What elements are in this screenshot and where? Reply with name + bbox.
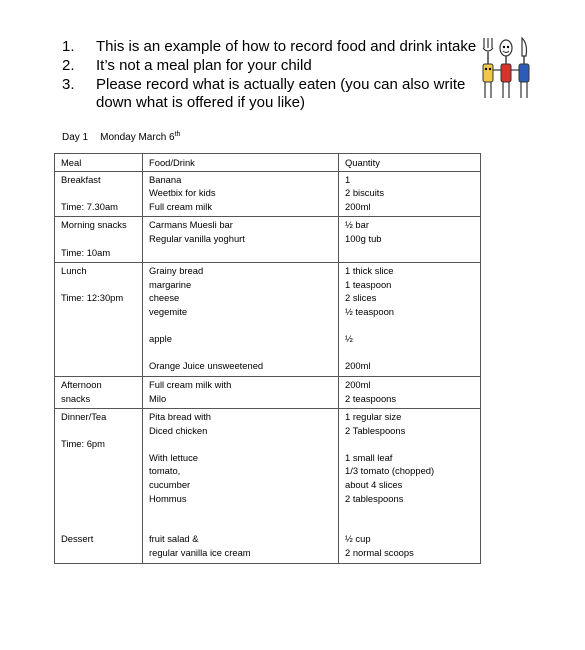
cell-line: Time: 12:30pm bbox=[61, 292, 124, 304]
cell-line: Grainy bread bbox=[149, 265, 204, 277]
cell-line: Breakfast bbox=[61, 173, 101, 185]
cell-spacer bbox=[149, 505, 332, 519]
cell-line: 1 regular size bbox=[345, 411, 402, 423]
cell-spacer bbox=[149, 346, 332, 360]
column-header-meal: Meal bbox=[55, 154, 143, 172]
cell-line: Hommus bbox=[149, 492, 187, 504]
instruction-text: It’s not a meal plan for your child bbox=[96, 57, 312, 74]
instruction-number: 2. bbox=[62, 57, 75, 74]
meal-cell bbox=[55, 217, 143, 263]
food-cell bbox=[143, 376, 339, 408]
cell-spacer bbox=[61, 424, 136, 438]
cell-spacer bbox=[345, 319, 474, 333]
instructions-list bbox=[62, 38, 482, 113]
cell-line: 2 normal scoops bbox=[345, 547, 414, 559]
cell-line: 1 thick slice bbox=[345, 265, 394, 277]
meal-cell bbox=[55, 171, 143, 217]
cell-line: Full cream milk bbox=[149, 200, 213, 212]
cell-line: 2 slices bbox=[345, 292, 377, 304]
cell-line: 2 Tablespoons bbox=[345, 424, 406, 436]
cell-line: Lunch bbox=[61, 265, 87, 277]
food-cell bbox=[143, 217, 339, 263]
table-row bbox=[55, 409, 481, 564]
table-row bbox=[55, 376, 481, 408]
quantity-cell bbox=[339, 263, 481, 377]
day-date-suffix: th bbox=[174, 131, 181, 138]
cell-line: 1 small leaf bbox=[345, 451, 393, 463]
cell-line: 200ml bbox=[345, 200, 371, 212]
cell-spacer bbox=[61, 492, 136, 506]
cell-spacer bbox=[61, 519, 136, 533]
cell-spacer bbox=[61, 278, 136, 292]
cell-line: 200ml bbox=[345, 378, 371, 390]
instruction-item bbox=[62, 76, 482, 112]
food-intake-table bbox=[54, 153, 481, 564]
table-row bbox=[55, 171, 481, 217]
cell-line: ½ cup bbox=[345, 533, 371, 545]
instruction-number: 1. bbox=[62, 38, 75, 55]
food-cell bbox=[143, 263, 339, 377]
quantity-cell bbox=[339, 217, 481, 263]
cell-line: Carmans Muesli bar bbox=[149, 219, 233, 231]
cell-line: margarine bbox=[149, 278, 192, 290]
cell-line: 2 teaspoons bbox=[345, 392, 397, 404]
spoon-icon bbox=[500, 40, 512, 98]
cell-line: Pita bread with bbox=[149, 411, 212, 423]
cell-line: vegemite bbox=[149, 305, 188, 317]
cell-line: 2 biscuits bbox=[345, 187, 385, 199]
quantity-cell bbox=[339, 171, 481, 217]
cell-line: ½ bar bbox=[345, 219, 369, 231]
fork-icon bbox=[483, 38, 493, 98]
cell-line: ½ bbox=[345, 333, 353, 345]
cell-spacer bbox=[345, 437, 474, 451]
cell-line: Diced chicken bbox=[149, 424, 208, 436]
table-row bbox=[55, 263, 481, 377]
cell-spacer bbox=[149, 319, 332, 333]
column-header-quantity: Quantity bbox=[339, 154, 481, 172]
cell-line: Orange Juice unsweetened bbox=[149, 360, 264, 372]
cell-line: 200ml bbox=[345, 360, 371, 372]
cell-line: 1/3 tomato (chopped) bbox=[345, 465, 435, 477]
cell-line: about 4 slices bbox=[345, 479, 403, 491]
instruction-text: Please record what is actually eaten (you can also write down what is offered if you like) bbox=[96, 76, 466, 111]
cell-spacer bbox=[61, 478, 136, 492]
day-date: Monday March 6 bbox=[100, 132, 175, 143]
meal-cell bbox=[55, 263, 143, 377]
knife-icon bbox=[519, 38, 529, 98]
cell-line: 1 teaspoon bbox=[345, 278, 392, 290]
cell-spacer bbox=[61, 186, 136, 200]
quantity-cell bbox=[339, 376, 481, 408]
cell-line: Afternoon bbox=[61, 378, 102, 390]
instruction-text: This is an example of how to record food and drink intake bbox=[96, 38, 477, 55]
cell-spacer bbox=[345, 505, 474, 519]
day-heading bbox=[62, 131, 180, 145]
meal-cell bbox=[55, 409, 143, 564]
cell-line: cheese bbox=[149, 292, 180, 304]
cell-spacer bbox=[345, 519, 474, 533]
instruction-item bbox=[62, 38, 482, 56]
cell-spacer bbox=[149, 437, 332, 451]
table-row bbox=[55, 217, 481, 263]
cell-line: Time: 10am bbox=[61, 246, 111, 258]
cell-line: regular vanilla ice cream bbox=[149, 547, 251, 559]
cell-line: snacks bbox=[61, 392, 91, 404]
cell-line: Dessert bbox=[61, 533, 94, 545]
cell-spacer bbox=[61, 464, 136, 478]
cell-line: 1 bbox=[345, 173, 351, 185]
cell-line: Time: 6pm bbox=[61, 438, 105, 450]
cell-spacer bbox=[61, 232, 136, 246]
meal-cell bbox=[55, 376, 143, 408]
food-cell bbox=[143, 409, 339, 564]
instruction-item bbox=[62, 57, 482, 75]
cell-line: Time: 7.30am bbox=[61, 200, 118, 212]
cell-line: tomato, bbox=[149, 465, 181, 477]
cell-line: Weetbix for kids bbox=[149, 187, 216, 199]
column-header-food: Food/Drink bbox=[143, 154, 339, 172]
cell-line: Morning snacks bbox=[61, 219, 127, 231]
cell-line: Regular vanilla yoghurt bbox=[149, 232, 245, 244]
cell-spacer bbox=[345, 346, 474, 360]
quantity-cell bbox=[339, 409, 481, 564]
food-cell bbox=[143, 171, 339, 217]
cell-line: fruit salad & bbox=[149, 533, 199, 545]
cell-line: Milo bbox=[149, 392, 167, 404]
cell-line: ½ teaspoon bbox=[345, 305, 394, 317]
cell-spacer bbox=[61, 451, 136, 465]
day-label: Day 1 bbox=[62, 132, 89, 143]
cell-line: 100g tub bbox=[345, 232, 382, 244]
cell-line: Banana bbox=[149, 173, 182, 185]
table-header-row bbox=[55, 154, 481, 172]
cell-line: Dinner/Tea bbox=[61, 411, 107, 423]
cell-line: 2 tablespoons bbox=[345, 492, 404, 504]
cell-line: With lettuce bbox=[149, 451, 198, 463]
cell-line: cucumber bbox=[149, 479, 191, 491]
cell-spacer bbox=[61, 505, 136, 519]
cell-spacer bbox=[149, 519, 332, 533]
cutlery-family-icon bbox=[478, 36, 534, 102]
cell-line: Full cream milk with bbox=[149, 378, 232, 390]
instruction-number: 3. bbox=[62, 76, 75, 93]
cell-line: apple bbox=[149, 333, 172, 345]
